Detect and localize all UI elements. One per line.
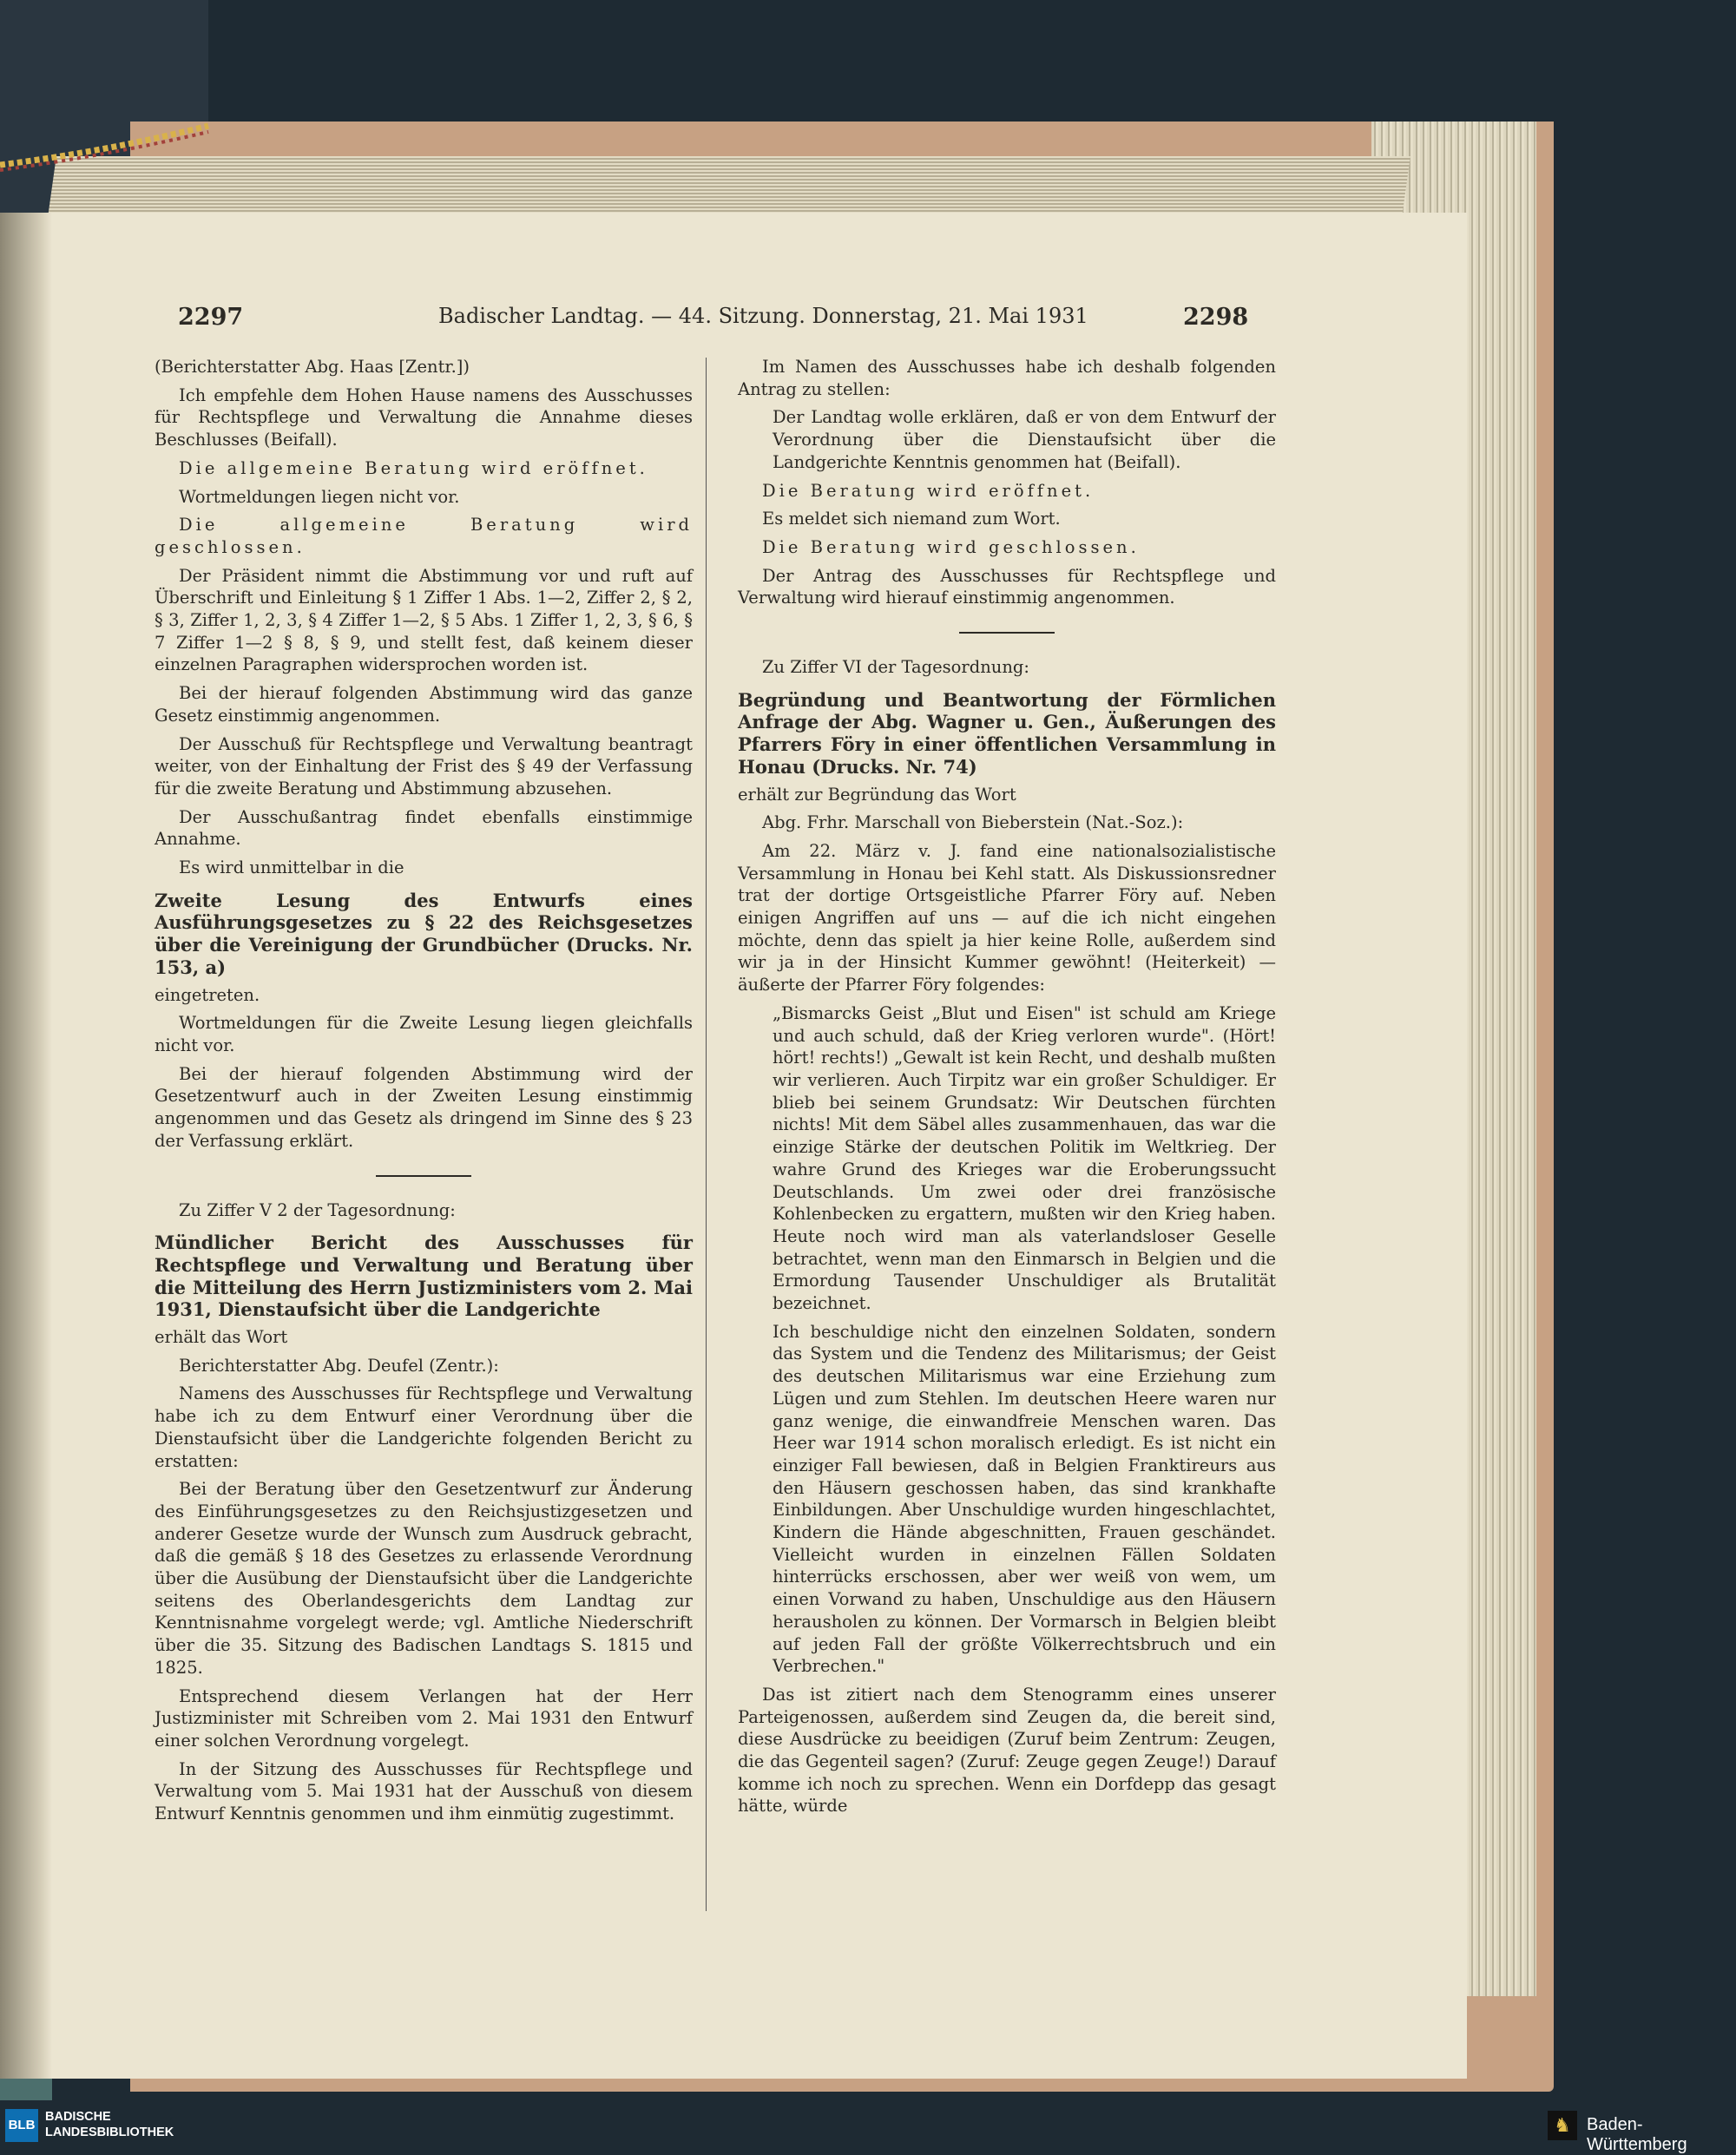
paragraph: (Berichterstatter Abg. Haas [Zentr.])	[155, 357, 470, 377]
footer-bar	[0, 2100, 1736, 2154]
paragraph: Der Präsident nimmt die Abstimmung vor und ruft auf Überschrift und Einleitung § 1 Ziffer 1 Abs. 1—2, Ziffer 2, § 2, § 3, Ziffer 1, 2, 3, § 4 Ziffer 1—2, § 5 Abs. 1 Ziffer 1, 2, 3, § 6, § 7 Ziffer 1—2 § 8, § 9, und stellt fest, daß keinem dieser einzelnen Paragraphen widersprochen worden ist.	[155, 565, 693, 675]
spaced-paragraph: Die Beratung wird geschlossen.	[762, 536, 1140, 557]
running-title: Badischer Landtag. — 44. Sitzung. Donnerstag, 21. Mai 1931	[438, 304, 1088, 328]
paragraph: Im Namen des Ausschusses habe ich deshalb folgenden Antrag zu stellen:	[738, 357, 1276, 399]
paragraph: Das ist zitiert nach dem Stenogramm eines unserer Parteigenossen, außerdem sind Zeugen da, die bereit sind, diese Ausdrücke zu beeidigen (Zuruf beim Zentrum: Zeugen, die das Gegenteil sagen? (Zuruf: Zeuge gegen Zeuge!) Darauf komme ich noch zu sprechen. Wenn ein Dorfdepp das gesagt hätte, würde	[738, 1684, 1276, 1817]
left-column	[155, 356, 693, 1831]
section-rule	[376, 1175, 471, 1177]
right-page-number: 2298	[1183, 304, 1249, 331]
paragraph: Berichterstatter Abg. Deufel (Zentr.):	[179, 1355, 499, 1376]
paragraph: Entsprechend diesem Verlangen hat der Herr Justizminister mit Schreiben vom 2. Mai 1931 den Entwurf einer solchen Verordnung vorgelegt.	[155, 1685, 693, 1751]
paragraph: erhält zur Begründung das Wort	[738, 784, 1016, 805]
paragraph: Der Antrag des Ausschusses für Rechtspflege und Verwaltung wird hierauf einstimmig angenommen.	[738, 565, 1276, 608]
left-page-number: 2297	[178, 304, 244, 331]
spaced-paragraph: Die allgemeine Beratung wird eröffnet.	[179, 457, 648, 478]
right-column	[738, 356, 1276, 1823]
paragraph: Bei der Beratung über den Gesetzentwurf zur Änderung des Einführungsgesetzes zu den Reichsjustizgesetzen und anderer Gesetze wurde der Wunsch zum Ausdruck gebracht, daß die gemäß § 18 des Gesetzes zu erlassende Verordnung über die Ausübung der Dienstaufsicht über die Landgerichte seitens des Oberlandesgerichts dem Landtag zur Kenntnisnahme vorgelegt werde; vgl. Amtliche Niederschrift über die 35. Sitzung des Badischen Landtags S. 1815 und 1825.	[155, 1479, 693, 1678]
bw-name[interactable]: Baden-Württemberg	[1587, 2115, 1687, 2154]
quote-paragraph: Ich beschuldige nicht den einzelnen Soldaten, sondern das System und die Tendenz des Militarismus; der Geist des deutschen Militarismus war eine Erziehung zum Lügen und zum Stehlen. Im deutschen Heere waren nur ganz wenige, die einwandfreie Menschen waren. Das Heer war 1914 schon moralisch erledigt. Es ist nicht ein einziger Fall bewiesen, daß in Belgien Franktireurs aus den Häusern geschossen haben, das sind krankhafte Einbildungen. Aber Unschuldige wurden hingeschlachtet, Kindern die Hände abgeschnitten, Frauen geschändet. Vielleicht wurden in einzelnen Fällen Soldaten hinterrücks erschossen, aber wer weiß von wem, um einen Vorwand zu haben, Unschuldige aus den Häusern herausholen zu können. Der Vormarsch in Belgien bleibt auf jeden Fall der größte Völkerrechtsbruch und ein Verbrechen."	[773, 1321, 1276, 1677]
page-fold	[0, 213, 52, 2079]
column-divider	[706, 358, 707, 1911]
paragraph: Der Ausschußantrag findet ebenfalls einstimmige Annahme.	[155, 806, 693, 850]
paragraph: Ich empfehle dem Hohen Hause namens des Ausschusses für Rechtspflege und Verwaltung die Annahme dieses Beschlusses (Beifall).	[155, 384, 693, 450]
paragraph: Am 22. März v. J. fand eine nationalsozialistische Versammlung in Honau bei Kehl statt. Als Diskussionsredner trat der dortige Ortsgeistliche Pfarrer Föry auf. Neben einigen Angriffen auf uns — auf die ich nicht eingehen möchte, denn das spielt ja hier keine Rolle, außerdem sind wir ja in der Hinsicht Kummer gewöhnt! (Heiterkeit) — äußerte der Pfarrer Föry folgendes:	[738, 840, 1276, 995]
section-heading: Zweite Lesung des Entwurfs eines Ausführungsgesetzes zu § 22 des Reichsgesetzes über die Vereinigung der Grundbücher (Drucks. Nr. 153, a)	[155, 889, 693, 978]
blb-logo[interactable]: BLB	[5, 2109, 38, 2142]
spaced-paragraph: Die Beratung wird eröffnet.	[762, 480, 1095, 501]
paragraph: Bei der hierauf folgenden Abstimmung wird das ganze Gesetz einstimmig angenommen.	[155, 683, 693, 726]
bookmark-thread	[0, 122, 217, 174]
paragraph: Wortmeldungen für die Zweite Lesung liegen gleichfalls nicht vor.	[155, 1013, 693, 1055]
section-rule	[959, 632, 1055, 634]
bw-lions-icon: ♞	[1548, 2111, 1577, 2140]
paragraph: erhält das Wort	[155, 1327, 288, 1348]
paragraph: In der Sitzung des Ausschusses für Rechtspflege und Verwaltung vom 5. Mai 1931 hat der Ausschuß von diesem Entwurf Kenntnis genommen und ihm einmütig zugestimmt.	[155, 1758, 693, 1824]
paragraph: eingetreten.	[155, 984, 260, 1005]
paragraph: Zu Ziffer V 2 der Tagesordnung:	[179, 1199, 456, 1220]
spaced-paragraph: Die allgemeine Beratung wird geschlossen.	[155, 515, 693, 557]
section-heading: Mündlicher Bericht des Ausschusses für Rechtspflege und Verwaltung und Beratung über die Mitteilung des Herrn Justizministers vom 2. Mai 1931, Dienstaufsicht über die Landgerichte	[155, 1232, 693, 1321]
paragraph: Der Ausschuß für Rechtspflege und Verwaltung beantragt weiter, von der Einhaltung der Frist des § 49 der Verfassung für die zweite Beratung und Abstimmung abzusehen.	[155, 733, 693, 798]
paragraph: Zu Ziffer VI der Tagesordnung:	[762, 657, 1029, 678]
quote-paragraph: „Bismarcks Geist „Blut und Eisen" ist schuld am Kriege und auch schuld, daß der Krieg verloren wurde". (Hört! hört! rechts!) „Gewalt ist kein Recht, und deshalb mußten wir verlieren. Auch Tirpitz war ein großer Schuldiger. Er blieb bei seinem Grundsatz: Wir Deutschen fürchten nichts! Mit dem Säbel alles zusammenhauen, das war die einzige Stärke der deutschen Politik im Weltkrieg. Der wahre Grund des Krieges war die Eroberungssucht Deutschlands. Um zwei oder drei französische Kohlenbecken zu ergattern, mußten wir den Krieg haben. Heute noch wird man als vaterlandsloser Geselle betrachtet, wenn man den Einmarsch in Belgien und die Ermordung Tausender Unschuldiger als Brutalität bezeichnet.	[773, 1002, 1276, 1314]
section-heading: Begründung und Beantwortung der Förmlichen Anfrage der Abg. Wagner u. Gen., Äußerungen des Pfarrers Föry in einer öffentlichen Versammlung in Honau (Drucks. Nr. 74)	[738, 688, 1276, 778]
paragraph: Namens des Ausschusses für Rechtspflege und Verwaltung habe ich zu dem Entwurf einer Verordnung über die Dienstaufsicht über die Landgerichte folgenden Bericht zu erstatten:	[155, 1383, 693, 1471]
quote-paragraph: Der Landtag wolle erklären, daß er von dem Entwurf der Verordnung über die Dienstaufsicht über die Landgerichte Kenntnis genommen hat (Beifall).	[773, 407, 1276, 472]
blb-name: BADISCHE LANDESBIBLIOTHEK	[45, 2110, 174, 2139]
paragraph: Es meldet sich niemand zum Wort.	[762, 509, 1061, 529]
top-page-edges	[48, 156, 1410, 217]
paragraph: Es wird unmittelbar in die	[179, 857, 404, 878]
paragraph: Abg. Frhr. Marschall von Bieberstein (Nat.-Soz.):	[762, 812, 1184, 833]
paragraph: Wortmeldungen liegen nicht vor.	[179, 486, 460, 507]
paragraph: Bei der hierauf folgenden Abstimmung wird der Gesetzentwurf auch in der Zweiten Lesung einstimmig angenommen und das Gesetz als dringend im Sinne des § 23 der Verfassung erklärt.	[155, 1063, 693, 1151]
